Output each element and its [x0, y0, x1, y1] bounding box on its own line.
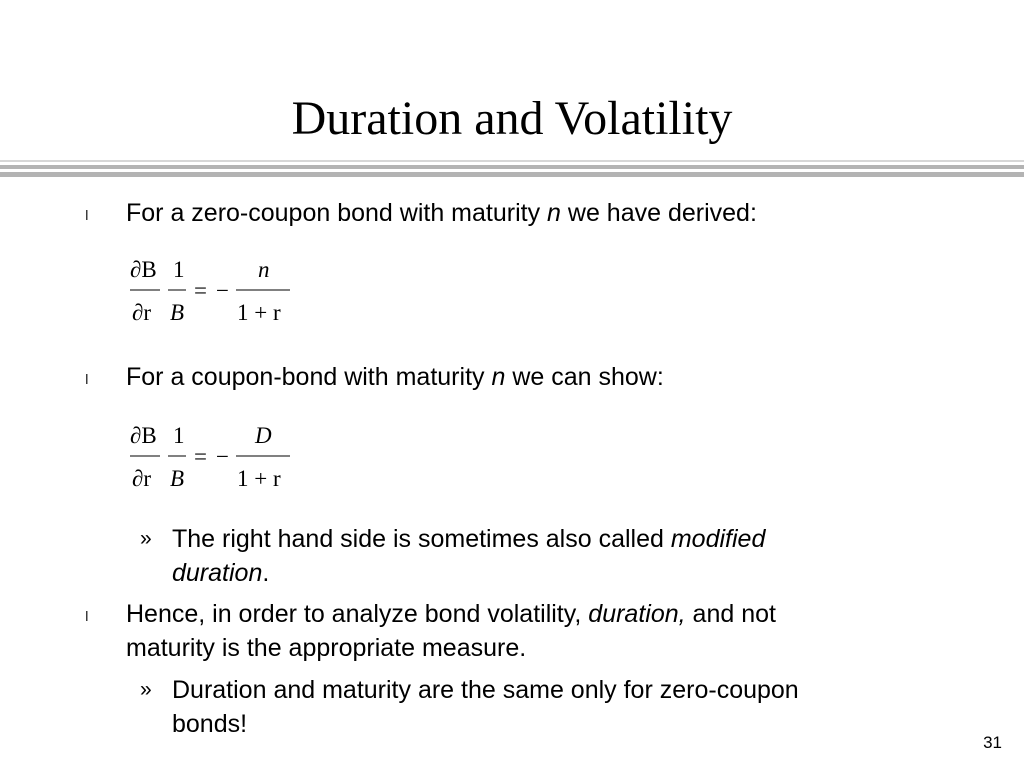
eq-denominator-b: B	[170, 300, 185, 325]
bullet-text-emphasis: duration,	[588, 600, 686, 628]
sub-bullet-marker: »	[140, 678, 152, 701]
bullet-text-emphasis: n	[491, 363, 506, 391]
sub-bullet-text	[172, 522, 912, 590]
title-divider-line-middle	[0, 165, 1024, 169]
sub-bullet-marker: »	[140, 527, 152, 550]
eq-numerator-partial-b: ∂B	[130, 257, 157, 282]
bullet-text-emphasis: n	[547, 199, 561, 227]
equation-zero-coupon	[128, 232, 308, 324]
bullet-text	[126, 196, 906, 230]
title-divider	[0, 160, 1024, 180]
eq-equals-sign: =	[194, 278, 207, 303]
bullet-text-part: Duration and maturity are the same only for zero-coupon	[172, 676, 799, 704]
bullet-text-part: and not	[685, 600, 776, 628]
title-divider-line-top	[0, 160, 1024, 162]
bullet-marker: l	[85, 209, 89, 224]
bullet-text-part: The right hand side is sometimes also called	[172, 525, 671, 553]
sub-bullet-text	[172, 673, 912, 741]
page-number: 31	[983, 733, 1002, 752]
bullet-text-part: we have derived:	[560, 199, 757, 227]
bullet-text	[126, 360, 906, 394]
equation-svg	[128, 398, 308, 490]
bullet-text-part: .	[262, 559, 270, 587]
bullet-text-emphasis: modified	[670, 525, 766, 553]
bullet-text	[126, 597, 906, 665]
eq-numerator-one: 1	[173, 257, 185, 282]
bullet-text-part: For a coupon-bond with maturity	[126, 363, 492, 391]
equation-svg	[128, 232, 308, 324]
bullet-marker: l	[85, 373, 89, 388]
bullet-text-part: For a zero-coupon bond with maturity	[126, 199, 548, 227]
bullet-text-emphasis: duration	[172, 559, 263, 587]
eq-denominator-partial-r: ∂r	[132, 300, 152, 325]
bullet-text-part: Hence, in order to analyze bond volatility,	[126, 600, 589, 628]
bullet-text-part: maturity is the appropriate measure.	[126, 634, 527, 662]
eq-numerator-d: D	[255, 423, 272, 448]
bullet-text-part: bonds!	[172, 710, 248, 738]
bullet-text-part: we can show:	[505, 363, 664, 391]
eq-denominator-one-plus-r: 1 + r	[237, 300, 281, 325]
eq-numerator-partial-b: ∂B	[130, 423, 157, 448]
eq-equals-sign: =	[194, 444, 207, 469]
eq-minus-sign: −	[216, 278, 229, 303]
eq-numerator-one: 1	[173, 423, 185, 448]
eq-denominator-one-plus-r: 1 + r	[237, 466, 281, 491]
slide-title: Duration and Volatility	[291, 92, 733, 145]
bullet-marker: l	[85, 610, 89, 625]
eq-numerator-n: n	[258, 257, 270, 282]
eq-denominator-partial-r: ∂r	[132, 466, 152, 491]
title-divider-line-bottom	[0, 172, 1024, 177]
eq-minus-sign: −	[216, 444, 229, 469]
equation-coupon-bond	[128, 398, 308, 490]
eq-denominator-b: B	[170, 466, 185, 491]
